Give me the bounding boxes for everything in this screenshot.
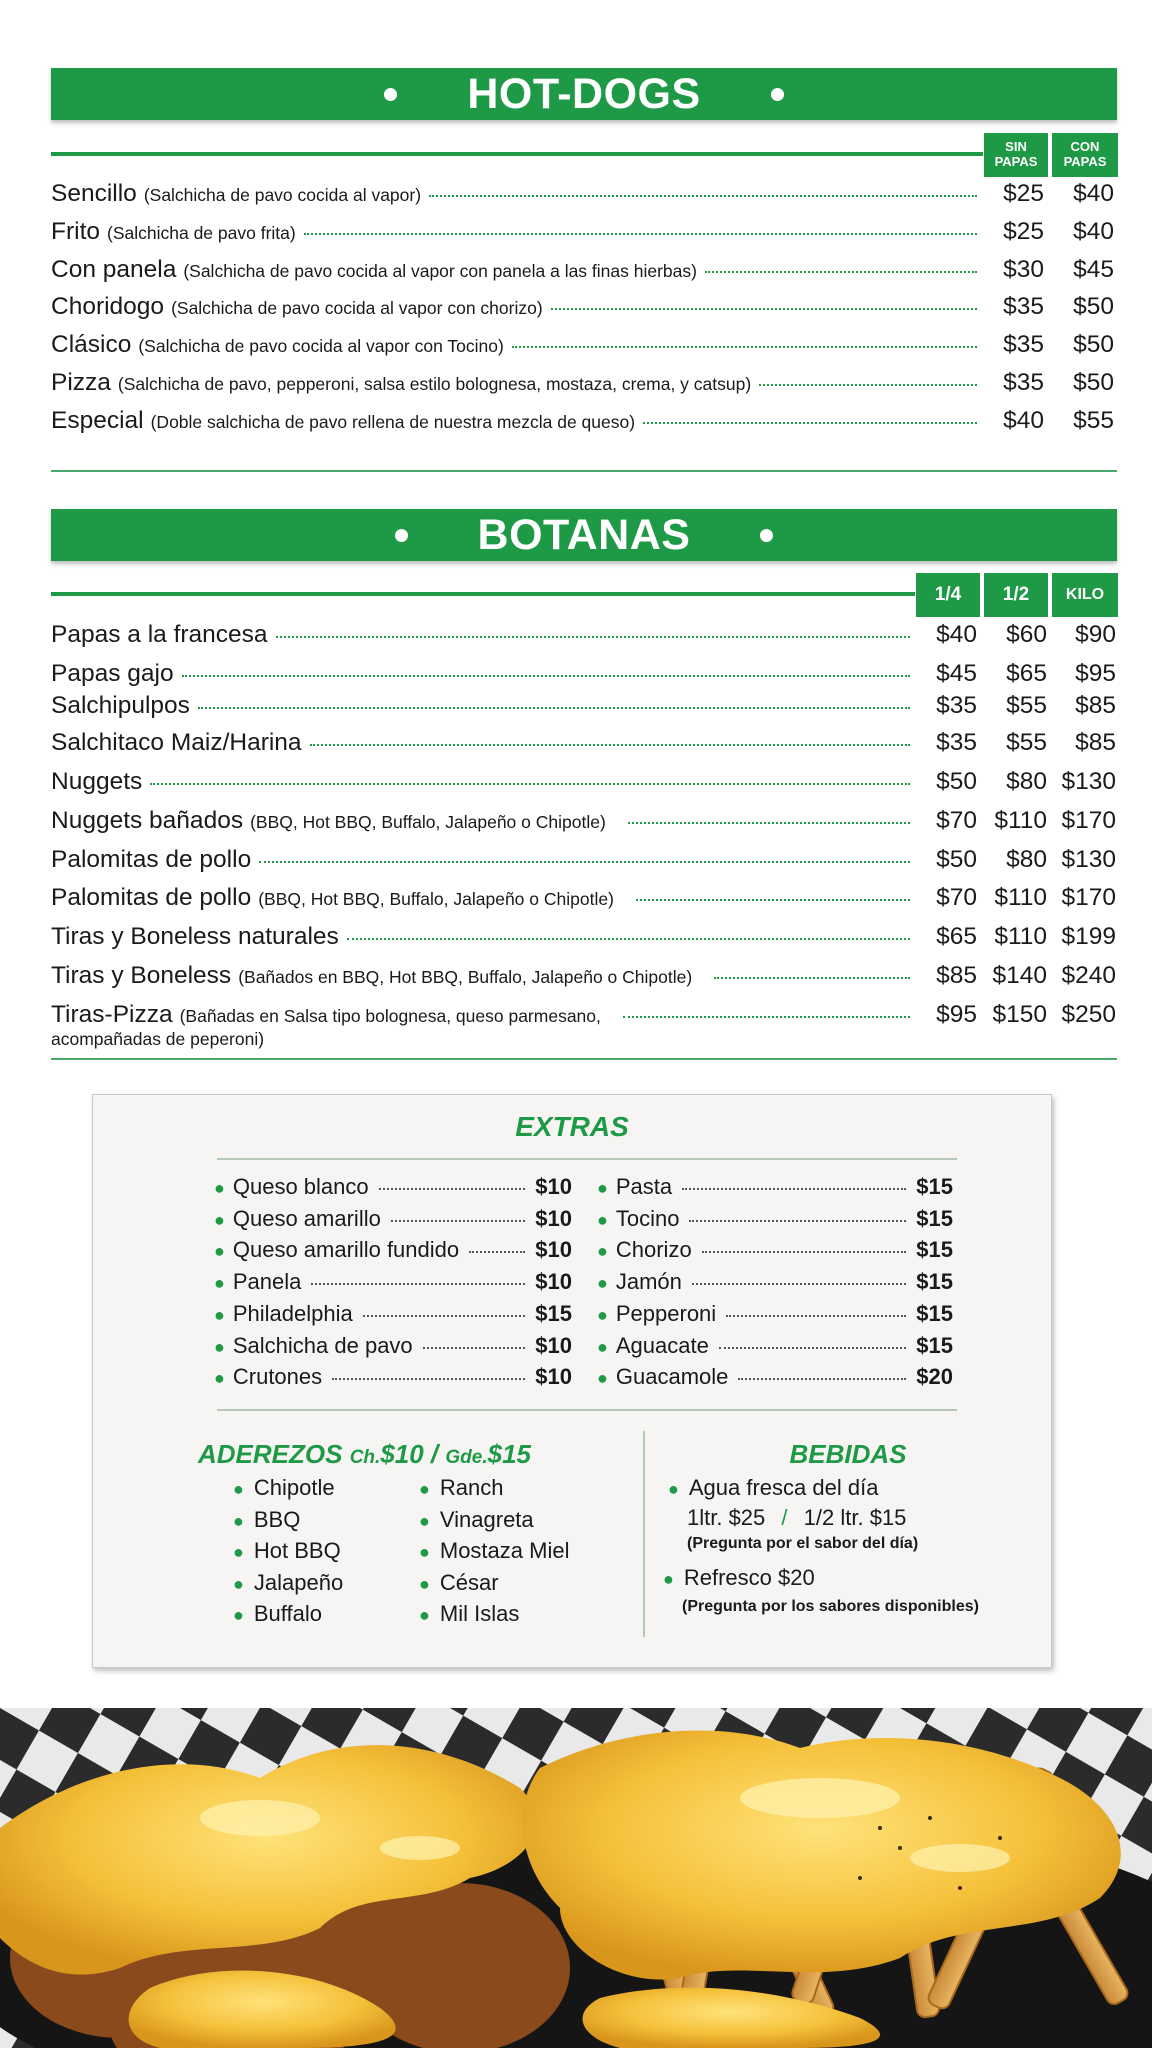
extra-price: $15: [535, 1300, 572, 1326]
extra-price: $10: [535, 1174, 572, 1199]
aderezo-name: Chipotle: [253, 1475, 335, 1500]
divider: [217, 1158, 957, 1160]
extra-item: [597, 1174, 953, 1200]
item-name: Palomitas de pollo: [51, 884, 252, 911]
extra-name: Pepperoni: [615, 1300, 717, 1326]
price-half: $60: [1006, 621, 1047, 648]
bullet-icon: ●: [233, 1510, 244, 1531]
price-quarter: $50: [936, 846, 977, 873]
extra-name: Jamón: [615, 1269, 682, 1295]
dot-leader: [636, 899, 910, 901]
price-quarter: $95: [936, 1001, 977, 1028]
price-con-papas: $50: [1073, 369, 1114, 396]
aderezo-name: Jalapeño: [253, 1569, 344, 1595]
menu-row: [51, 768, 916, 796]
aderezo-name: Vinagreta: [439, 1506, 534, 1532]
column-header-kilo: KILO: [1052, 573, 1118, 617]
column-header-quarter: 1/4: [916, 573, 980, 617]
price-quarter: $85: [936, 962, 977, 989]
bullet-icon: ●: [419, 1605, 430, 1626]
bullet-icon: [760, 529, 773, 542]
dot-leader: [259, 861, 910, 863]
bebida-name: Agua fresca del día: [688, 1475, 879, 1500]
bullet-icon: ●: [233, 1479, 244, 1499]
bullet-icon: ●: [597, 1304, 608, 1325]
price-sin-papas: $35: [1003, 331, 1044, 358]
extra-price: $10: [535, 1269, 572, 1295]
bebida-refresco: [663, 1565, 815, 1591]
extra-name: Crutones: [232, 1364, 323, 1390]
price-sin-papas: $35: [1003, 293, 1044, 320]
dot-leader: [469, 1251, 525, 1253]
bullet-icon: ●: [668, 1479, 679, 1499]
price-quarter: $35: [936, 729, 977, 756]
aderezo-name: Mil Islas: [439, 1601, 520, 1627]
price-kilo: $130: [1061, 768, 1116, 795]
extra-name: Philadelphia: [232, 1300, 353, 1326]
extra-name: Chorizo: [615, 1237, 692, 1263]
item-description-continued: acompañadas de peperoni): [51, 1029, 265, 1049]
item-description: (Doble salchicha de pavo rellena de nuestra mezcla de queso): [150, 412, 636, 432]
item-name: Nuggets: [51, 768, 143, 795]
bullet-icon: [771, 88, 784, 101]
item-name: Tiras y Boneless naturales: [51, 923, 339, 950]
menu-row: [51, 218, 983, 246]
price-1ltr: 1ltr. $25: [687, 1505, 766, 1530]
extra-item: [597, 1269, 953, 1295]
extra-name: Pasta: [615, 1174, 673, 1199]
botanas-banner: [51, 509, 1117, 561]
price-sin-papas: $25: [1003, 218, 1044, 245]
extra-item: [214, 1269, 572, 1295]
column-header-con-papas: CON PAPAS: [1052, 133, 1118, 177]
section-title: HOT-DOGS: [467, 69, 701, 118]
hotdogs-banner: [51, 68, 1117, 120]
extra-name: Queso amarillo fundido: [232, 1237, 460, 1263]
price-quarter: $70: [936, 807, 977, 834]
dot-leader: [379, 1188, 526, 1190]
price-quarter: $35: [936, 692, 977, 719]
bullet-icon: ●: [214, 1273, 225, 1294]
aderezo-item: [233, 1507, 300, 1533]
price-separator: /: [423, 1439, 446, 1469]
menu-row: [51, 180, 983, 208]
dot-leader: [551, 308, 977, 310]
extra-price: $10: [535, 1237, 572, 1263]
item-name: Salchipulpos: [51, 692, 190, 719]
price-half: $80: [1006, 846, 1047, 873]
price-sin-papas: $30: [1003, 256, 1044, 283]
menu-row: [51, 923, 916, 951]
dot-leader: [705, 271, 977, 273]
dot-leader: [363, 1315, 526, 1317]
bullet-icon: ●: [214, 1178, 225, 1198]
extra-item: [597, 1364, 953, 1390]
item-description: (Salchicha de pavo, pepperoni, salsa estilo bolognesa, mostaza, crema, y catsup): [117, 374, 752, 394]
dot-leader: [759, 384, 977, 386]
price-half-ltr: 1/2 ltr. $15: [803, 1505, 907, 1530]
dot-leader: [198, 707, 910, 709]
item-description: (Salchicha de pavo cocida al vapor con Tocino): [138, 336, 504, 356]
dot-leader: [429, 195, 977, 197]
extra-item: [214, 1301, 572, 1327]
extra-price: $15: [916, 1174, 953, 1199]
price-con-papas: $50: [1073, 331, 1114, 358]
bullet-icon: ●: [233, 1573, 244, 1594]
dot-leader: [719, 1347, 906, 1349]
dot-leader: [692, 1283, 906, 1285]
item-name: Nuggets bañados: [51, 807, 244, 834]
price-con-papas: $40: [1073, 218, 1114, 245]
menu-row: [51, 293, 983, 321]
extra-item: [597, 1333, 953, 1359]
bebidas-title: BEBIDAS: [789, 1439, 907, 1469]
price-half: $65: [1006, 660, 1047, 687]
item-name: Salchitaco Maiz/Harina: [51, 729, 302, 756]
section-title: BOTANAS: [477, 510, 691, 559]
menu-row: [51, 369, 983, 397]
dot-leader: [738, 1378, 906, 1380]
price-quarter: $50: [936, 768, 977, 795]
dot-leader: [150, 783, 910, 785]
bullet-icon: ●: [597, 1273, 608, 1294]
divider: [217, 1409, 957, 1411]
bullet-icon: ●: [214, 1336, 225, 1357]
extra-item: [214, 1174, 572, 1200]
price-quarter: $65: [936, 923, 977, 950]
item-description: (Salchicha de pavo cocida al vapor con panela a las finas hierbas): [183, 261, 697, 281]
bebida-note: (Pregunta por el sabor del día): [687, 1535, 919, 1552]
bebida-name: Refresco $20: [683, 1565, 815, 1590]
dot-leader: [182, 675, 910, 677]
grande-label: Gde.: [445, 1447, 488, 1468]
price-half: $55: [1006, 729, 1047, 756]
item-description: (Bañadas en Salsa tipo bolognesa, queso parmesano,: [179, 1006, 601, 1026]
dot-leader: [512, 346, 977, 348]
aderezo-item: [419, 1601, 519, 1627]
extra-item: [597, 1237, 953, 1263]
grande-price: $15: [487, 1439, 531, 1469]
extra-name: Aguacate: [615, 1332, 709, 1358]
price-kilo: $90: [1075, 621, 1116, 648]
bebida-agua-fresca: [668, 1475, 878, 1501]
aderezo-name: César: [439, 1569, 499, 1595]
item-name: Pizza: [51, 369, 111, 396]
extra-name: Guacamole: [615, 1364, 729, 1390]
bebida-note: (Pregunta por los sabores disponibles): [682, 1598, 979, 1615]
bullet-icon: ●: [663, 1569, 674, 1589]
bullet-icon: ●: [597, 1368, 608, 1389]
dot-leader: [726, 1315, 906, 1317]
bebida-agua-prices: [687, 1505, 906, 1531]
dot-leader: [276, 636, 910, 638]
menu-row: [51, 692, 916, 720]
menu-row: [51, 256, 983, 284]
price-quarter: $70: [936, 884, 977, 911]
extra-item: [214, 1333, 572, 1359]
menu-row: [51, 621, 916, 649]
extra-item: [597, 1206, 953, 1232]
bullet-icon: ●: [233, 1542, 244, 1563]
extra-price: $10: [535, 1205, 572, 1231]
aderezo-name: Hot BBQ: [253, 1538, 341, 1564]
extra-item: [214, 1237, 572, 1263]
price-kilo: $240: [1061, 962, 1116, 989]
extra-item: [214, 1206, 572, 1232]
item-name: Con panela: [51, 256, 177, 283]
item-name: Especial: [51, 407, 144, 434]
price-quarter: $45: [936, 660, 977, 687]
dot-leader: [623, 1016, 910, 1018]
aderezo-item: [419, 1507, 534, 1533]
item-description: (Salchicha de pavo cocida al vapor con chorizo): [171, 298, 543, 318]
dot-leader: [391, 1220, 525, 1222]
chico-label: Ch.: [349, 1447, 381, 1468]
price-sin-papas: $35: [1003, 369, 1044, 396]
item-description: (Salchicha de pavo frita): [107, 223, 296, 243]
chico-price: $10: [380, 1439, 424, 1469]
extra-price: $15: [916, 1205, 953, 1231]
bullet-icon: ●: [597, 1241, 608, 1262]
item-name: Tiras-Pizza: [51, 1001, 173, 1028]
item-name: Choridogo: [51, 293, 165, 320]
item-name: Sencillo: [51, 180, 137, 207]
price-half: $110: [994, 884, 1047, 911]
aderezo-item: [233, 1538, 341, 1564]
extra-name: Queso blanco: [232, 1174, 369, 1199]
item-name: Papas gajo: [51, 660, 174, 687]
dot-leader: [643, 422, 977, 424]
price-half: $140: [992, 962, 1047, 989]
extra-name: Salchicha de pavo: [232, 1332, 413, 1358]
price-half: $55: [1006, 692, 1047, 719]
price-con-papas: $50: [1073, 293, 1114, 320]
loaded-fries-image: [0, 1708, 1152, 2048]
price-kilo: $130: [1061, 846, 1116, 873]
aderezo-name: Buffalo: [253, 1601, 322, 1627]
item-name: Palomitas de pollo: [51, 846, 252, 873]
aderezo-item: [419, 1538, 569, 1564]
price-kilo: $170: [1061, 884, 1116, 911]
extra-name: Queso amarillo: [232, 1205, 381, 1231]
item-description: (BBQ, Hot BBQ, Buffalo, Jalapeño o Chipotle): [250, 812, 606, 832]
aderezo-item: [233, 1570, 343, 1596]
bullet-icon: ●: [597, 1336, 608, 1357]
price-con-papas: $45: [1073, 256, 1114, 283]
menu-row: [51, 962, 916, 990]
price-con-papas: $40: [1073, 180, 1114, 207]
price-separator: /: [781, 1505, 788, 1530]
aderezos-label: ADEREZOS: [198, 1439, 343, 1469]
bullet-icon: ●: [214, 1241, 225, 1262]
aderezo-name: Mostaza Miel: [439, 1538, 570, 1564]
dot-leader: [682, 1188, 906, 1190]
menu-row: [51, 407, 983, 435]
extra-item: [597, 1301, 953, 1327]
bullet-icon: [384, 88, 397, 101]
price-half: $110: [994, 807, 1047, 834]
aderezos-title: [198, 1439, 531, 1470]
dot-leader: [304, 233, 977, 235]
dot-leader: [702, 1251, 907, 1253]
divider: [51, 592, 915, 596]
extra-price: $15: [916, 1269, 953, 1295]
price-half: $110: [994, 923, 1047, 950]
price-kilo: $199: [1061, 923, 1116, 950]
price-quarter: $40: [936, 621, 977, 648]
aderezo-item: [419, 1475, 503, 1501]
divider: [51, 152, 983, 156]
bullet-icon: ●: [214, 1368, 225, 1389]
dot-leader: [311, 1283, 525, 1285]
dot-leader: [423, 1347, 526, 1349]
price-kilo: $85: [1075, 692, 1116, 719]
aderezo-item: [233, 1475, 335, 1501]
price-con-papas: $55: [1073, 407, 1114, 434]
bullet-icon: ●: [233, 1605, 244, 1626]
item-name: Frito: [51, 218, 100, 245]
bullet-icon: ●: [419, 1510, 430, 1531]
menu-row: [51, 729, 916, 757]
price-half: $80: [1006, 768, 1047, 795]
aderezo-name: BBQ: [253, 1506, 301, 1532]
dot-leader: [714, 977, 910, 979]
menu-row: [51, 660, 916, 688]
food-photo: [0, 1708, 1152, 2048]
extras-title: EXTRAS: [515, 1111, 629, 1142]
price-kilo: $170: [1061, 807, 1116, 834]
bullet-icon: ●: [214, 1209, 225, 1230]
extra-name: Tocino: [615, 1205, 680, 1231]
dot-leader: [332, 1378, 525, 1380]
extra-price: $20: [916, 1364, 953, 1390]
price-sin-papas: $40: [1003, 407, 1044, 434]
dot-leader: [347, 938, 910, 940]
menu-row: [51, 807, 916, 835]
dot-leader: [689, 1220, 906, 1222]
bullet-icon: ●: [419, 1542, 430, 1563]
menu-row: [51, 846, 916, 874]
bullet-icon: ●: [597, 1209, 608, 1230]
aderezo-name: Ranch: [439, 1475, 504, 1500]
price-half: $150: [992, 1001, 1047, 1028]
price-kilo: $250: [1061, 1001, 1116, 1028]
bullet-icon: [395, 529, 408, 542]
price-kilo: $95: [1075, 660, 1116, 687]
extra-price: $15: [916, 1332, 953, 1358]
extra-item: [214, 1364, 572, 1390]
aderezo-item: [233, 1601, 322, 1627]
price-sin-papas: $25: [1003, 180, 1044, 207]
aderezo-item: [419, 1570, 499, 1596]
item-name: Tiras y Boneless: [51, 962, 232, 989]
extra-price: $15: [916, 1237, 953, 1263]
extras-panel: [92, 1094, 1052, 1668]
price-kilo: $85: [1075, 729, 1116, 756]
extra-price: $10: [535, 1364, 572, 1390]
item-name: Papas a la francesa: [51, 621, 268, 648]
item-name: Clásico: [51, 331, 132, 358]
divider: [51, 1058, 1117, 1060]
menu-row: [51, 1001, 916, 1029]
menu-row: [51, 331, 983, 359]
extra-name: Panela: [232, 1269, 302, 1295]
item-description: (Salchicha de pavo cocida al vapor): [143, 185, 422, 205]
extra-price: $10: [535, 1332, 572, 1358]
item-description: (Bañados en BBQ, Hot BBQ, Buffalo, Jalapeño o Chipotle): [238, 967, 693, 987]
bullet-icon: ●: [214, 1304, 225, 1325]
column-header-half: 1/2: [984, 573, 1048, 617]
column-header-sin-papas: SIN PAPAS: [984, 133, 1048, 177]
extra-price: $15: [916, 1300, 953, 1326]
bullet-icon: ●: [597, 1178, 608, 1198]
dot-leader: [628, 822, 910, 824]
dot-leader: [310, 744, 910, 746]
bullet-icon: ●: [419, 1573, 430, 1594]
divider: [51, 470, 1117, 472]
item-description: (BBQ, Hot BBQ, Buffalo, Jalapeño o Chipotle): [258, 889, 614, 909]
menu-row: [51, 884, 916, 912]
bullet-icon: ●: [419, 1479, 430, 1499]
